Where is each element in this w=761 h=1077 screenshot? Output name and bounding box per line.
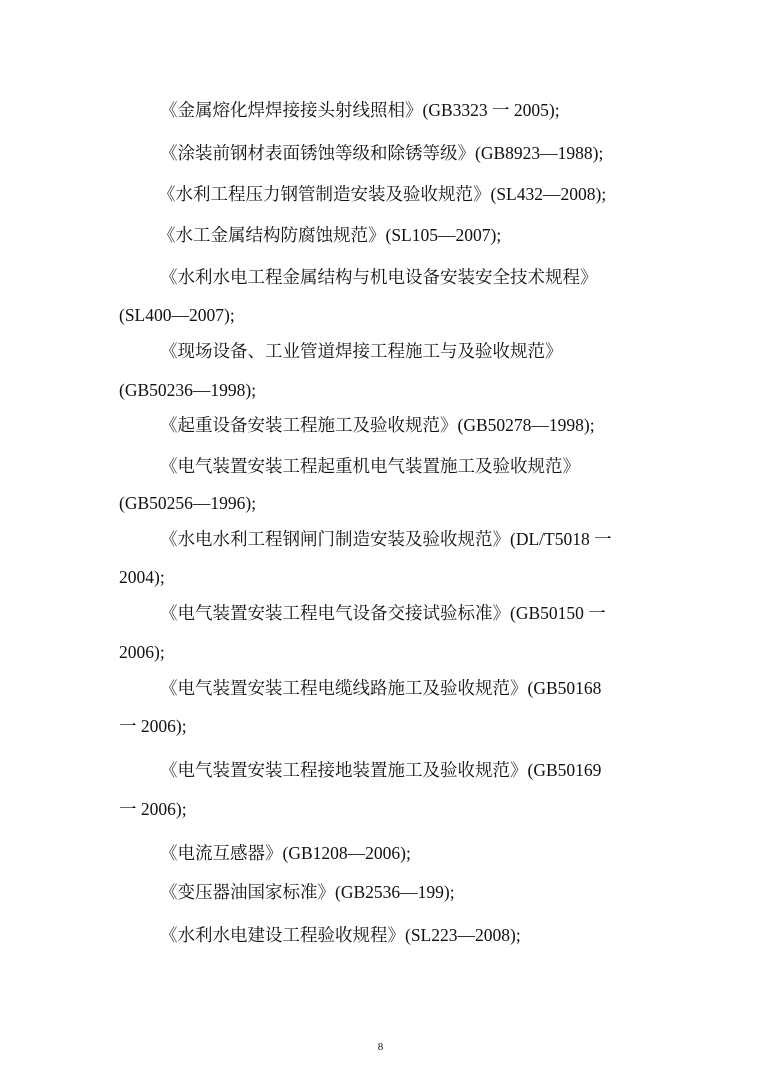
reference-line-14: 《电气装置安装工程电气设备交接试验标准》(GB50150 一: [160, 603, 606, 623]
reference-line-18: 《电气装置安装工程接地装置施工及验收规范》(GB50169: [160, 760, 602, 780]
reference-line-8: (GB50236—1998);: [119, 380, 257, 400]
reference-line-7: 《现场设备、工业管道焊接工程施工与及验收规范》: [160, 341, 563, 361]
reference-line-20: 《电流互感器》(GB1208—2006);: [160, 843, 411, 863]
reference-line-4: 《水工金属结构防腐蚀规范》(SL105—2007);: [158, 225, 502, 245]
reference-line-19: 一 2006);: [119, 799, 187, 819]
reference-line-15: 2006);: [119, 642, 165, 662]
reference-line-9: 《起重设备安装工程施工及验收规范》(GB50278—1998);: [160, 415, 595, 435]
reference-line-10: 《电气装置安装工程起重机电气装置施工及验收规范》: [160, 456, 580, 476]
reference-line-17: 一 2006);: [119, 716, 187, 736]
reference-line-2: 《涂装前钢材表面锈蚀等级和除锈等级》(GB8923—1988);: [160, 143, 604, 163]
reference-line-5: 《水利水电工程金属结构与机电设备安装安全技术规程》: [160, 267, 598, 287]
reference-line-3: 《水利工程压力钢管制造安装及验收规范》(SL432—2008);: [158, 184, 607, 204]
reference-line-12: 《水电水利工程钢闸门制造安装及验收规范》(DL/T5018 一: [160, 529, 612, 549]
reference-line-22: 《水利水电建设工程验收规程》(SL223—2008);: [160, 925, 521, 945]
reference-line-1: 《金属熔化焊焊接接头射线照相》(GB3323 一 2005);: [160, 100, 560, 120]
reference-line-6: (SL400—2007);: [119, 305, 235, 325]
reference-line-11: (GB50256—1996);: [119, 493, 257, 513]
reference-line-16: 《电气装置安装工程电缆线路施工及验收规范》(GB50168: [160, 678, 602, 698]
reference-line-21: 《变压器油国家标准》(GB2536—199);: [160, 882, 455, 902]
reference-line-13: 2004);: [119, 567, 165, 587]
page-number: 8: [377, 1041, 384, 1053]
